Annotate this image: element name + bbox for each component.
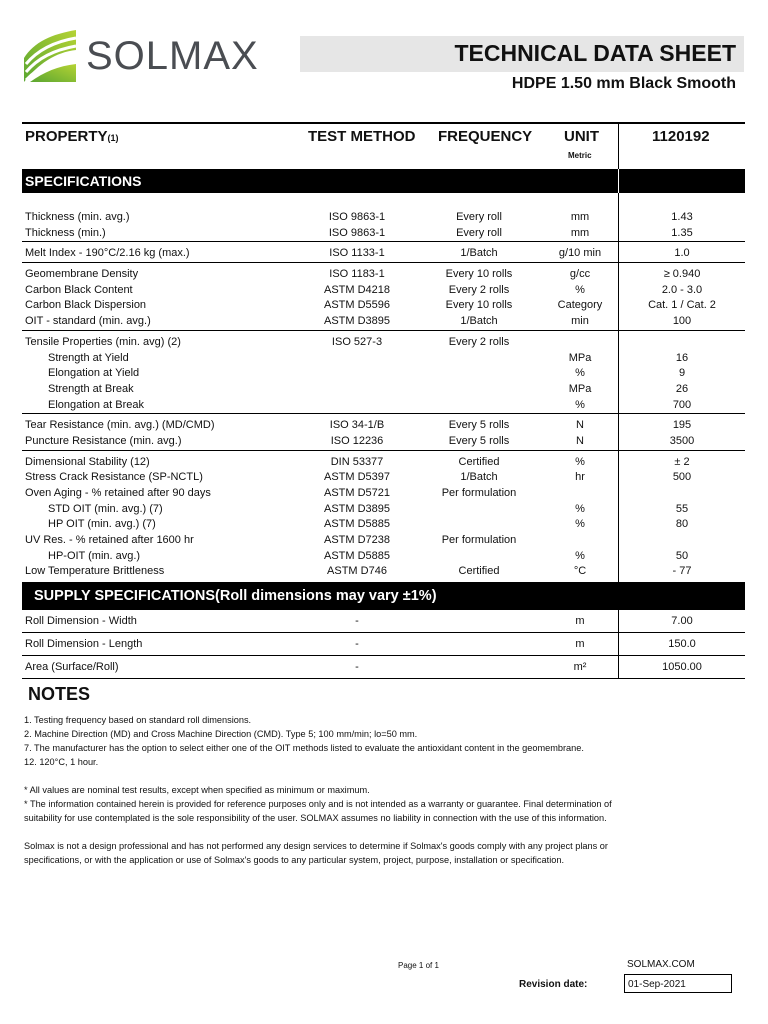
frequency-cell: Every 2 rolls	[448, 283, 510, 296]
test-method-cell: ISO 9863-1	[328, 211, 386, 223]
unit-cell: Category	[557, 299, 603, 312]
unit-cell: N	[576, 434, 584, 447]
table-row	[22, 470, 745, 486]
value-cell: 1050.00	[662, 661, 702, 674]
test-method-cell: ISO 12236	[330, 434, 384, 447]
frequency-cell: Every 5 rolls	[448, 419, 510, 432]
unit-cell: %	[575, 455, 585, 468]
value-cell: 16	[675, 351, 689, 364]
unit-cell: g/10 min	[558, 247, 602, 260]
test-method-cell: -	[355, 615, 359, 628]
table-row	[22, 382, 745, 398]
value-cell: - 77	[672, 565, 692, 578]
property-cell: Carbon Black Content	[25, 283, 133, 296]
value-cell: 100	[672, 315, 692, 328]
value-cell: 1.0	[674, 247, 690, 260]
value-cell: 700	[672, 398, 692, 411]
frequency-cell: Every roll	[456, 211, 502, 223]
table-row	[22, 283, 745, 299]
unit-cell: N	[576, 419, 584, 432]
note-line: 1. Testing frequency based on standard roll dimensions.	[24, 715, 252, 725]
test-method-cell: ASTM D7238	[323, 534, 391, 547]
frequency-cell: Certified	[458, 565, 500, 578]
unit-cell: °C	[573, 565, 587, 578]
value-cell: ± 2	[674, 455, 690, 468]
frequency-cell: Per formulation	[441, 487, 517, 499]
table-row	[22, 226, 745, 242]
property-cell: HP-OIT (min. avg.)	[48, 549, 141, 562]
unit-cell: %	[575, 283, 585, 296]
test-method-cell: -	[355, 661, 359, 674]
frequency-cell: 1/Batch	[460, 471, 498, 484]
note-line: 2. Machine Direction (MD) and Cross Machine Direction (CMD). Type 5; 100 mm/min; lo=50 mm.	[24, 729, 418, 739]
property-cell: OIT - standard (min. avg.)	[25, 315, 151, 328]
value-cell: 1.43	[671, 211, 693, 223]
table-row	[22, 434, 745, 450]
unit-cell: mm	[570, 211, 590, 223]
table-row	[22, 610, 745, 633]
property-cell: Elongation at Yield	[48, 367, 140, 380]
frequency-cell: Every 10 rolls	[445, 268, 513, 281]
col-property: PROPERTY(1)	[25, 128, 119, 145]
table-row	[22, 210, 745, 226]
property-cell: Low Temperature Brittleness	[25, 565, 165, 578]
unit-cell: %	[575, 502, 585, 515]
property-cell: Thickness (min. avg.)	[25, 211, 130, 223]
test-method-cell: DIN 53377	[330, 455, 384, 468]
col-value: 1120192	[652, 128, 710, 145]
test-method-cell: -	[355, 638, 359, 651]
table-row	[22, 549, 745, 565]
note-line: specifications, or with the application or use of Solmax's goods to any particular system, project, purpose, installation or specification.	[24, 855, 565, 865]
value-cell: 80	[675, 518, 689, 531]
property-cell: Area (Surface/Roll)	[25, 661, 119, 674]
product-name: HDPE 1.50 mm Black Smooth	[511, 75, 736, 92]
col-unit-sub: Metric	[568, 151, 592, 160]
table-row	[22, 366, 745, 382]
frequency-cell: Every 10 rolls	[445, 299, 513, 312]
note-line: 7. The manufacturer has the option to select either one of the OIT methods listed to evaluate the antioxidant content in the geomembrane.	[24, 743, 584, 753]
property-cell: Strength at Break	[48, 382, 134, 395]
property-cell: Stress Crack Resistance (SP-NCTL)	[25, 471, 203, 484]
page-number: Page 1 of 1	[398, 961, 439, 970]
note-line: suitability for use contemplated is the sole responsibility of the user. SOLMAX assumes no liability in connection with the use of this information.	[24, 813, 607, 823]
col-frequency: FREQUENCY	[438, 128, 533, 145]
table-row	[22, 314, 745, 330]
unit-cell: %	[575, 518, 585, 531]
value-cell: ≥ 0.940	[663, 268, 701, 281]
table-row	[22, 298, 745, 314]
frequency-cell: Every 2 rolls	[448, 335, 510, 348]
frequency-cell: Certified	[458, 455, 500, 468]
table-header	[22, 122, 745, 169]
table-row	[22, 564, 745, 580]
property-cell: HP OIT (min. avg.) (7)	[48, 518, 156, 531]
unit-cell: %	[575, 398, 585, 411]
col-test-method: TEST METHOD	[308, 128, 416, 145]
table-row	[22, 517, 745, 533]
test-method-cell: ASTM D746	[327, 565, 387, 578]
table-row	[22, 502, 745, 518]
property-cell: Roll Dimension - Length	[25, 638, 143, 651]
test-method-cell: ASTM D5721	[323, 487, 391, 499]
test-method-cell: ISO 1183-1	[329, 268, 385, 281]
note-line: * The information contained herein is provided for reference purposes only and is not intended as a warranty or guarantee. Final determination of	[24, 799, 612, 809]
value-cell: Cat. 1 / Cat. 2	[648, 299, 716, 312]
property-cell: Thickness (min.)	[25, 226, 106, 239]
specifications-section-header: SPECIFICATIONS	[22, 169, 745, 193]
unit-cell: hr	[575, 471, 585, 484]
table-row	[22, 486, 745, 502]
supply-body	[22, 610, 745, 679]
note-line	[24, 769, 724, 783]
property-cell: Geomembrane Density	[25, 268, 139, 281]
test-method-cell: ASTM D5596	[323, 299, 391, 312]
value-cell: 2.0 - 3.0	[661, 283, 703, 296]
property-cell: Tear Resistance (min. avg.) (MD/CMD)	[25, 419, 215, 432]
test-method-cell: ASTM D3895	[323, 502, 391, 515]
test-method-cell: ASTM D3895	[323, 315, 391, 328]
col-unit: UNIT	[564, 128, 599, 145]
brand-name: SOLMAX	[86, 34, 259, 78]
unit-cell: g/cc	[569, 268, 591, 281]
frequency-cell: Every roll	[456, 226, 502, 239]
unit-cell: mm	[570, 226, 590, 239]
table-row	[22, 246, 745, 262]
website-link[interactable]: SOLMAX.COM	[627, 959, 695, 970]
table-row	[22, 633, 745, 656]
table-row	[22, 335, 745, 351]
table-row	[22, 351, 745, 367]
note-line: 12. 120°C, 1 hour.	[24, 757, 99, 767]
property-cell: Dimensional Stability (12)	[25, 455, 150, 468]
frequency-cell: Every 5 rolls	[448, 434, 510, 447]
notes-body	[24, 713, 724, 867]
frequency-cell: Per formulation	[441, 534, 517, 547]
property-cell: STD OIT (min. avg.) (7)	[48, 502, 163, 515]
test-method-cell: ISO 527-3	[331, 335, 383, 348]
revision-label: Revision date:	[519, 979, 588, 990]
value-cell: 26	[675, 382, 689, 395]
property-cell: Elongation at Break	[48, 398, 145, 411]
test-method-cell: ASTM D5885	[323, 518, 391, 531]
test-method-cell: ASTM D4218	[323, 283, 391, 296]
unit-cell: m	[575, 638, 585, 651]
unit-cell: min	[571, 315, 589, 328]
test-method-cell: ASTM D5885	[323, 549, 391, 562]
table-row	[22, 533, 745, 549]
group-separator	[22, 193, 745, 210]
value-cell: 7.00	[671, 615, 693, 628]
solmax-logo-icon	[22, 28, 78, 84]
value-cell: 500	[672, 471, 692, 484]
notes-title: NOTES	[28, 684, 91, 704]
test-method-cell: ISO 34-1/B	[329, 419, 385, 432]
test-method-cell: ISO 9863-1	[328, 226, 386, 239]
frequency-cell: 1/Batch	[460, 315, 498, 328]
unit-cell: MPa	[568, 382, 592, 395]
property-cell: Carbon Black Dispersion	[25, 299, 147, 312]
property-cell: Oven Aging - % retained after 90 days	[25, 487, 211, 499]
unit-cell: m	[575, 615, 585, 628]
property-cell: Puncture Resistance (min. avg.)	[25, 434, 182, 447]
property-cell: Tensile Properties (min. avg) (2)	[25, 335, 181, 348]
unit-cell: %	[575, 549, 585, 562]
unit-cell: m²	[573, 661, 587, 674]
property-cell: UV Res. - % retained after 1600 hr	[25, 534, 194, 547]
value-cell: 55	[675, 502, 689, 515]
note-line	[24, 825, 724, 839]
specifications-body	[22, 193, 745, 582]
supply-section-header: SUPPLY SPECIFICATIONS(Roll dimensions may vary ±1%)	[22, 582, 745, 610]
value-cell: 195	[672, 419, 692, 432]
table-row	[22, 455, 745, 471]
note-line: * All values are nominal test results, except when specified as minimum or maximum.	[24, 785, 370, 795]
unit-cell: %	[575, 367, 585, 380]
table-row	[22, 418, 745, 434]
value-cell: 50	[675, 549, 689, 562]
table-row	[22, 398, 745, 414]
frequency-cell: 1/Batch	[460, 247, 498, 260]
table-row	[22, 656, 745, 679]
data-table	[22, 122, 745, 679]
value-cell: 3500	[669, 434, 695, 447]
document-title: TECHNICAL DATA SHEET	[454, 40, 736, 66]
property-cell: Melt Index - 190°C/2.16 kg (max.)	[25, 247, 190, 260]
value-cell: 1.35	[671, 226, 693, 239]
unit-cell: MPa	[568, 351, 592, 364]
note-line: Solmax is not a design professional and has not performed any design services to determine if Solmax's goods comply with any project plans or	[24, 841, 608, 851]
test-method-cell: ASTM D5397	[323, 471, 391, 484]
test-method-cell: ISO 1133-1	[329, 247, 385, 260]
value-cell: 9	[678, 367, 686, 380]
revision-date: 01-Sep-2021	[624, 974, 732, 993]
table-row	[22, 267, 745, 283]
value-cell: 150.0	[668, 638, 696, 651]
property-cell: Roll Dimension - Width	[25, 615, 137, 628]
property-cell: Strength at Yield	[48, 351, 129, 364]
